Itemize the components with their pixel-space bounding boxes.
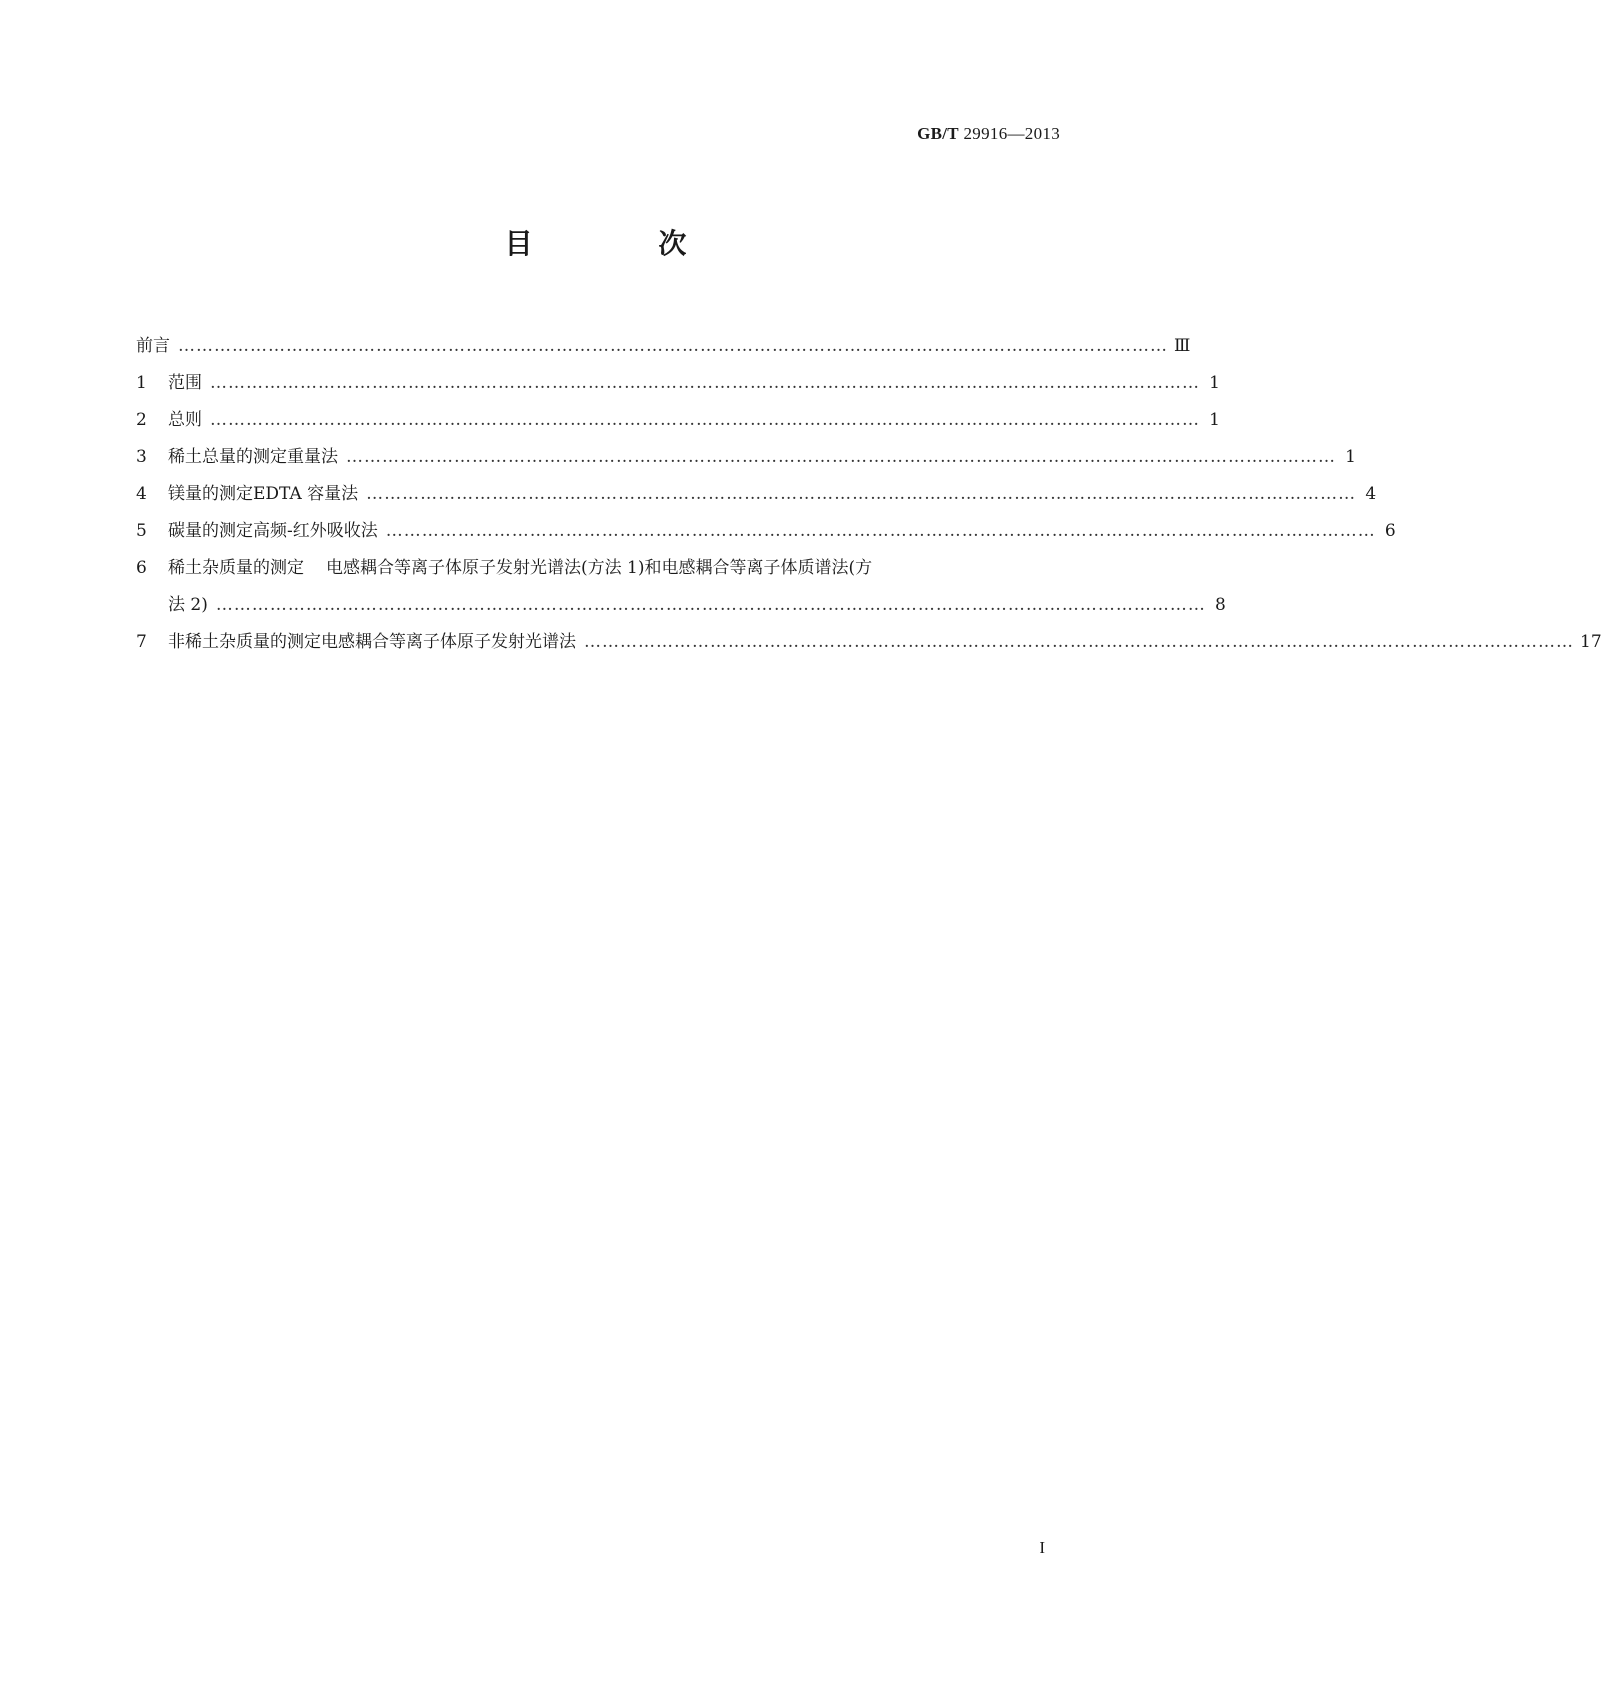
page-number: I xyxy=(1039,1538,1045,1557)
toc-leader-dots: ………………………………………………………………………………………………………………………………………………… xyxy=(366,484,1357,504)
toc-leader-dots: ………………………………………………………………………………………………………………………………………………… xyxy=(584,632,1574,652)
toc-leader-dots: ………………………………………………………………………………………………………………………………………………… xyxy=(215,595,1206,615)
table-of-contents xyxy=(136,328,1602,661)
toc-entry-text: 总则 xyxy=(168,410,202,430)
toc-entry-number: 6 xyxy=(136,558,147,578)
toc-entry-page: 1 xyxy=(1345,447,1356,467)
toc-entry-number: 2 xyxy=(136,410,147,430)
toc-leader-dots: ………………………………………………………………………………………………………………………………………………… xyxy=(178,336,1168,356)
toc-entry-text: 前言 xyxy=(136,336,170,356)
toc-entry-method: 电感耦合等离子体原子发射光谱法 xyxy=(321,632,576,652)
toc-entry-number: 7 xyxy=(136,632,147,652)
toc-leader-dots: ………………………………………………………………………………………………………………………………………………… xyxy=(210,410,1200,430)
toc-entry-text: 范围 xyxy=(168,373,202,393)
toc-entry-method: EDTA 容量法 xyxy=(253,484,359,504)
toc-entry-number: 4 xyxy=(136,484,147,504)
toc-entry-method: 高频-红外吸收法 xyxy=(253,521,378,541)
toc-entry-1[interactable] xyxy=(136,365,1220,402)
toc-entry-page: 1 xyxy=(1209,373,1220,393)
toc-entry-text: 镁量的测定 xyxy=(168,484,253,504)
standard-code-number: 29916—2013 xyxy=(963,124,1060,143)
toc-entry-text-continued: 法 2) xyxy=(168,595,208,615)
toc-entry-page: 6 xyxy=(1384,521,1396,541)
toc-entry-6[interactable] xyxy=(136,550,1060,587)
toc-entry-page: 17 xyxy=(1580,632,1602,652)
toc-entry-text: 非稀土杂质量的测定 xyxy=(168,632,321,652)
toc-leader-dots: ………………………………………………………………………………………………………………………………………………… xyxy=(385,521,1376,541)
toc-leader-dots: ………………………………………………………………………………………………………………………………………………… xyxy=(346,447,1336,467)
toc-entry-text: 稀土杂质量的测定 xyxy=(168,558,304,578)
toc-entry-5[interactable] xyxy=(136,513,1396,550)
toc-entry-4[interactable] xyxy=(136,476,1377,513)
toc-entry-preface[interactable] xyxy=(136,328,1191,365)
toc-entry-2[interactable] xyxy=(136,402,1220,439)
toc-entry-number: 3 xyxy=(136,447,147,467)
toc-title: 目 次 xyxy=(504,227,745,260)
toc-entry-page: 1 xyxy=(1209,410,1220,430)
toc-entry-page: 4 xyxy=(1365,484,1377,504)
toc-entry-method: 重量法 xyxy=(287,447,338,467)
standard-code-prefix: GB/T xyxy=(917,124,959,143)
toc-entry-6-continuation[interactable] xyxy=(136,587,1226,624)
toc-entry-method: 电感耦合等离子体原子发射光谱法(方法 1)和电感耦合等离子体质谱法(方 xyxy=(326,558,873,578)
toc-entry-text: 碳量的测定 xyxy=(168,521,253,541)
toc-entry-number: 5 xyxy=(136,521,147,541)
toc-leader-dots: ………………………………………………………………………………………………………………………………………………… xyxy=(210,373,1200,393)
toc-entry-page: 8 xyxy=(1215,595,1226,615)
standard-code-header xyxy=(917,124,1060,144)
toc-entry-number: 1 xyxy=(136,373,147,393)
toc-entry-3[interactable] xyxy=(136,439,1356,476)
toc-entry-page: Ⅲ xyxy=(1174,336,1191,356)
toc-entry-7[interactable] xyxy=(136,624,1602,661)
toc-entry-text: 稀土总量的测定 xyxy=(168,447,287,467)
